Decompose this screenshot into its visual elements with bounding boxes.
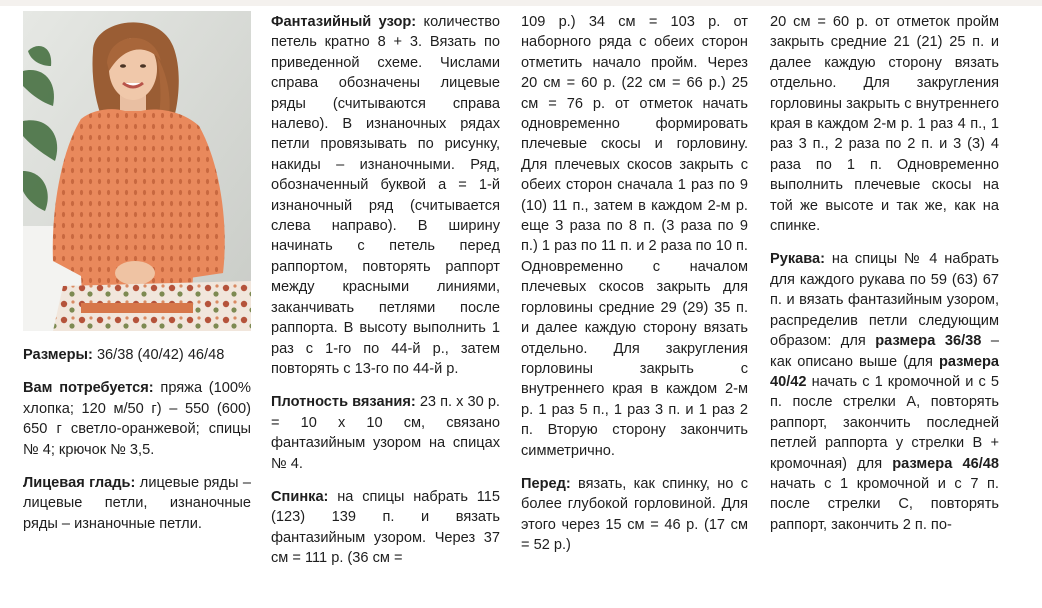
size-2-label: размера 40/42 [770, 353, 999, 390]
column-2 [271, 12, 500, 582]
sizes-text: 36/38 (40/42) 46/48 [92, 347, 225, 363]
model-photo [23, 11, 251, 331]
sleeves-paragraph [770, 249, 999, 535]
model-illustration [23, 11, 251, 331]
materials-paragraph [23, 378, 251, 460]
sleeves-label: Рукава: [770, 251, 826, 268]
sizes-label: Размеры: [23, 347, 93, 363]
column-1 [23, 345, 251, 547]
size-3-label: размера 46/48 [892, 455, 999, 472]
stockinette-label: Лицевая гладь: [23, 475, 136, 492]
pattern-text: количество петель кратно 8 + 3. Вязать по приведенной схеме. Числами справа обозначены лицевые ряды (считываются справа налево). В изнаночных рядах петли провязывать по рисунку, накиды – изнаночными. Ряд, обозначенный буквой а = 1-й изнаночный ряд (считывается слева направо). В ширину начинать с петель перед раппортом, повторять раппорт между красными линиями, заканчивать петлями после раппорта. В высоту выполнить 1 раз с 1-го по 44-й р., затем повторять с 13-го по 44-й р. [271, 14, 500, 377]
density-paragraph [271, 392, 500, 474]
front-label: Перед: [521, 475, 571, 492]
back-continued-text: 109 р.) 34 см = 103 р. от наборного ряда с обеих сторон отметить начало пройм. Через 20 см = 60 р. (22 см = 66 р.) 25 см = 76 р. от отметок начать одновременно формировать плечевые скосы и горловину. Для плечевых скосов закрыть с обеих сторон сначала 1 раз по 9 (10) 11 п., затем в каждом 2-м р. еще 3 раза по 8 п. (3 раза по 9 п.) 1 раз по 11 п. и 2 раза по 10 п. Одновременно с началом плечевых скосов закрыть для горловины средние 29 (29) 35 п. и далее каждую сторону вязать отдельно. Для закругления горловины закрыть с внутреннего края в каждом 2-м р. 1 раз 5 п., 1 раз 3 п. и 1 раз 2 п. Вторую сторону закончить симметрично. [521, 14, 748, 459]
pattern-label: Фантазийный узор: [271, 14, 417, 30]
stockinette-paragraph [23, 473, 251, 534]
sizes-paragraph [23, 345, 251, 365]
back-text: на спицы набрать 115 (123) 139 п. и вязать фантазийным узором. Через 37 см = 111 р. (36 см = [271, 488, 500, 567]
materials-label: Вам потребуется: [23, 380, 154, 397]
back-label: Спинка: [271, 488, 329, 505]
sleeves-text-2: – как описано выше (для [770, 333, 999, 370]
size-1-label: размера 36/38 [875, 333, 982, 350]
column-4 [770, 12, 999, 548]
back-paragraph [271, 487, 500, 569]
materials-text: пряжа (100% хлопка; 120 м/50 г) – 550 (600) 650 г светло-оранжевой; спицы № 4; крючок № 3,5. [23, 380, 251, 458]
density-text: 23 п. х 30 р. = 10 х 10 см, связано фантазийным узором на спицах № 4. [271, 394, 500, 472]
front-continued-paragraph [770, 12, 999, 236]
stockinette-text: лицевые ряды – лицевые петли, изнаночные ряды – изнаночные петли. [23, 475, 251, 532]
back-continued-paragraph [521, 12, 748, 461]
sleeves-text-1: на спицы № 4 набрать для каждого рукава по 59 (63) 67 п. и вязать фантазийным узором, распределив петли следующим образом: для [770, 251, 999, 350]
column-3 [521, 12, 748, 569]
top-band [0, 0, 1042, 6]
front-text: вязать, как спинку, но с более глубокой горловиной. Для этого через 15 см = 46 р. (17 см = 52 р.) [521, 475, 748, 554]
density-label: Плотность вязания: [271, 394, 416, 411]
sleeves-text-4: начать с 1 кромочной и с 7 п. после стрелки С, повторять раппорт, закончить 2 п. по- [770, 475, 999, 533]
front-paragraph [521, 474, 748, 556]
front-continued-text: 20 см = 60 р. от отметок пройм закрыть средние 21 (21) 25 п. и далее каждую сторону вязать отдельно. Для закругления горловины закрыть с внутреннего края в каждом 2-м р. 1 раз 4 п., 1 раз 3 п., 2 раза по 2 п. и 3 (3) 4 раза по 1 п. Одновременно выполнить плечевые скосы на той же высоте и так же, как на спинке. [770, 14, 999, 235]
pattern-paragraph [271, 12, 500, 379]
sleeves-text-3: начать с 1 кромочной и с 5 п. после стрелки А, повторять раппорт, закончить последней петлей раппорта у стрелки В + кромочная) для [770, 373, 999, 472]
